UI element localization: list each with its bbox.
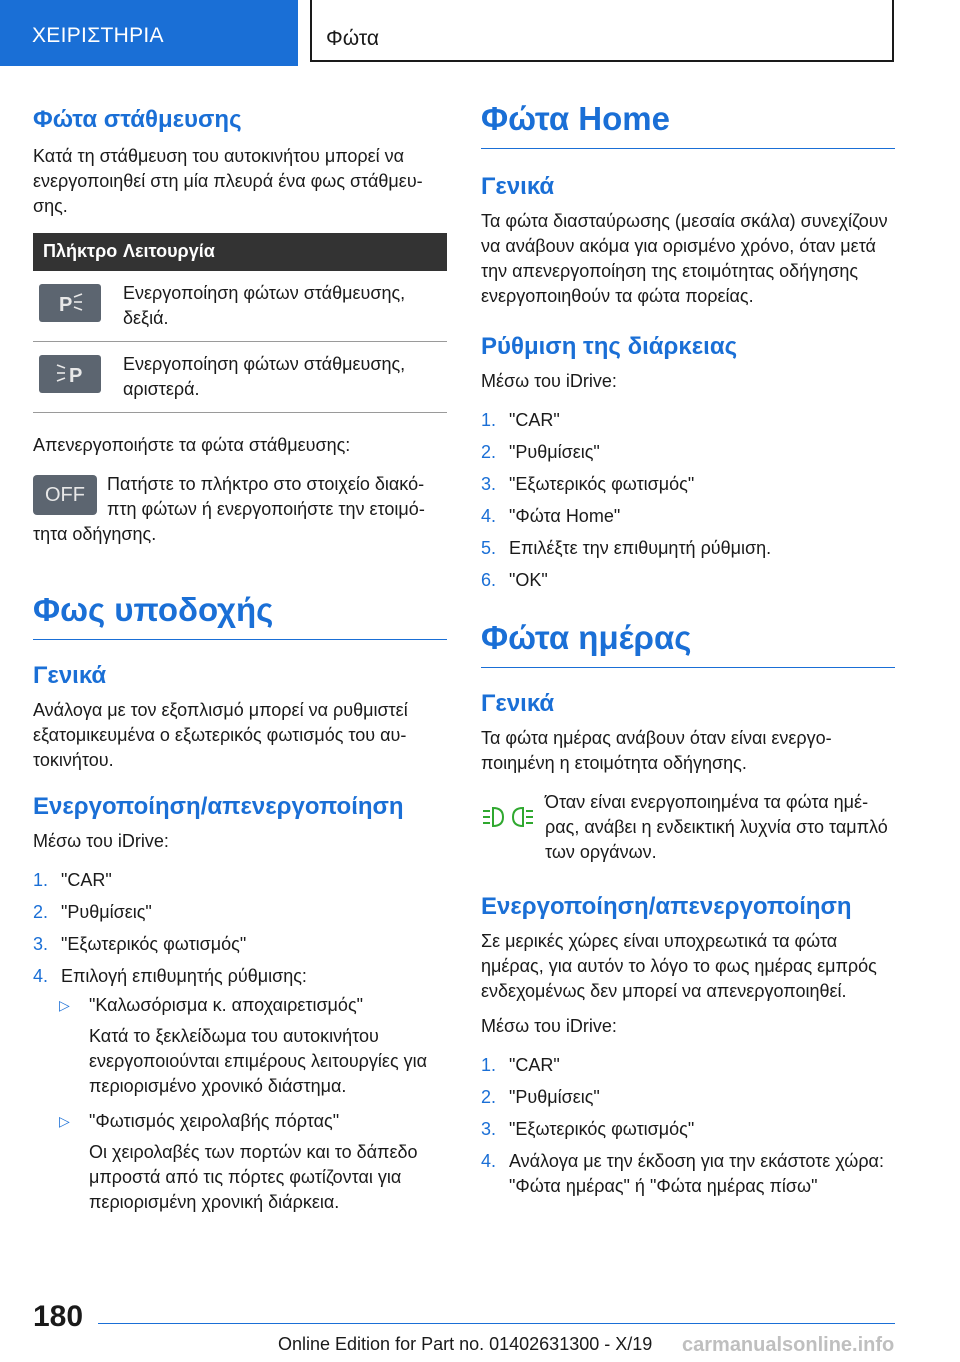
- list-item: 2. "Ρυθμίσεις": [481, 442, 600, 462]
- list-item: 4. Επιλογή επιθυμητής ρύθμισης: ▷ "Καλωσόρισμα κ. αποχαιρετισμός" Κατά το ξεκλείδωμα του αυτοκινήτου ενεργοποιούνται επιμέρους λειτουργίες για περιορισμένο χρονικό διάστημα. ▷ "Φωτισμός χειρολαβής πόρτας" Οι χειρολαβές των πορτών και το δάπεδο μπροστά από τις πόρτες φωτίζονται για περιορισμένη χρονική διάρκεια.: [33, 964, 447, 1215]
- daytime-general-text: Τα φώτα ημέρας ανάβουν όταν είναι ενεργοποιημένη η ετοιμότητα οδήγησης.: [481, 728, 832, 773]
- home-general-title: Γενικά: [481, 173, 555, 200]
- daytime-via-idrive: Μέσω του iDrive:: [481, 1016, 617, 1036]
- daytime-lights-title: Φώτα ημέρας: [481, 619, 895, 668]
- list-item: 1. "CAR": [33, 870, 112, 890]
- option-description: Κατά το ξεκλείδωμα του αυτοκινήτου ενεργοποιούνται επιμέρους λειτουργίες για περιορισμένο χρονικό διάστημα.: [89, 1026, 428, 1096]
- table-row: [33, 342, 447, 413]
- parking-light-left-icon: [39, 355, 101, 393]
- indicator-note: [481, 790, 895, 865]
- list-item: 4. "Φώτα Home": [481, 506, 621, 526]
- welcome-via-idrive: Μέσω του iDrive:: [33, 831, 169, 851]
- list-item: 1. "CAR": [481, 1055, 560, 1075]
- welcome-options: [33, 993, 447, 1215]
- option-label: "Καλωσόρισμα κ. αποχαιρετισμός": [89, 995, 364, 1015]
- list-item: 4. Ανάλογα με την έκδοση για την εκάστοτε χώρα: "Φώτα ημέρας" ή "Φώτα ημέρας πίσω": [481, 1151, 884, 1196]
- footer-edition: Online Edition for Part no. 01402631300 - X/19: [278, 1334, 653, 1354]
- triangle-bullet-icon: ▷: [59, 1113, 70, 1129]
- daytime-activation-title: Ενεργοποίηση/απενεργοποίηση: [481, 893, 852, 920]
- triangle-bullet-icon: ▷: [59, 997, 70, 1013]
- table-header-function: Λειτουργία: [123, 241, 215, 261]
- home-general-text: Τα φώτα διασταύρωσης (μεσαία σκάλα) συνεχίζουν να ανάβουν ακόμα για ορισμένο χρόνο, όταν μετά την απενεργοποίηση της ετοιμότητας οδήγησης ενεργοποιηθούν τα φώτα πορείας.: [481, 211, 888, 306]
- list-item: 3. "Εξωτερικός φωτισμός": [481, 1119, 695, 1139]
- footer-divider: [98, 1323, 895, 1324]
- page-number: 180: [33, 1300, 84, 1333]
- list-item: 5. Επιλέξτε την επιθυμητή ρύθμιση.: [481, 538, 772, 558]
- table-header-key: Πλήκτρο: [43, 241, 118, 261]
- svg-text:P: P: [69, 365, 83, 387]
- home-steps: [481, 408, 895, 593]
- home-via-idrive: Μέσω του iDrive:: [481, 371, 617, 391]
- off-instruction-text: Πατήστε το πλήκτρο στο στοιχείο διακόπτη φώτων ή ενεργοποιήστε την ετοιμότητα οδήγησης.: [33, 474, 425, 544]
- chapter-title: Φώτα: [326, 27, 379, 50]
- option-description: Οι χειρολαβές των πορτών και το δάπεδο μπροστά από τις πόρτες φωτίζονται για περιορισμένη χρονική διάρκεια.: [89, 1142, 418, 1212]
- right-column: [481, 100, 895, 1206]
- parking-light-right-icon: [39, 284, 101, 322]
- option-item: [53, 1109, 447, 1215]
- list-item: 3. "Εξωτερικός φωτισμός": [481, 474, 695, 494]
- section-title: ΧΕΙΡΙΣΤΗΡΙΑ: [32, 24, 164, 47]
- welcome-general-title: Γενικά: [33, 662, 107, 689]
- home-lights-title: Φώτα Home: [481, 100, 895, 149]
- table-row-text: Ενεργοποίηση φώτων στάθμευσης, δεξιά.: [123, 283, 406, 328]
- left-column: [33, 100, 447, 1222]
- list-item: 6. "OK": [481, 570, 548, 590]
- section-tab: [0, 0, 298, 66]
- duration-title: Ρύθμιση της διάρκειας: [481, 333, 738, 360]
- off-button-icon: OFF: [33, 475, 97, 515]
- table-header: [33, 233, 447, 271]
- table-row: [33, 271, 447, 342]
- indicator-note-text: Όταν είναι ενεργοποιημένα τα φώτα ημέρας, ανάβει η ενδεικτική λυχνία στο ταμπλό των οργάνων.: [545, 792, 888, 862]
- welcome-steps: [33, 868, 447, 1215]
- list-item: 2. "Ρυθμίσεις": [33, 902, 152, 922]
- option-label: "Φωτισμός χειρολαβής πόρτας": [89, 1111, 340, 1131]
- parking-lights-intro: Κατά τη στάθμευση του αυτοκινήτου μπορεί να ενεργοποιηθεί στη μία πλευρά ένα φως στάθμευσης.: [33, 146, 423, 216]
- welcome-activation-title: Ενεργοποίηση/απενεργοποίηση: [33, 793, 404, 820]
- daytime-running-light-icon: [481, 804, 535, 835]
- off-instruction: [33, 472, 447, 547]
- list-item: 3. "Εξωτερικός φωτισμός": [33, 934, 247, 954]
- welcome-general-text: Ανάλογα με τον εξοπλισμό μπορεί να ρυθμιστεί εξατομικευμένα ο εξωτερικός φωτισμός του αυτοκινήτου.: [33, 700, 408, 770]
- option-item: [53, 993, 447, 1099]
- table-row-text: Ενεργοποίηση φώτων στάθμευσης, αριστερά.: [123, 354, 406, 399]
- parking-lights-table: [33, 233, 447, 413]
- daytime-steps: [481, 1053, 895, 1199]
- list-item: 2. "Ρυθμίσεις": [481, 1087, 600, 1107]
- deactivate-parking-text: Απενεργοποιήστε τα φώτα στάθμευσης:: [33, 435, 351, 455]
- daytime-general-title: Γενικά: [481, 690, 555, 717]
- watermark: carmanualsonline.info: [682, 1334, 895, 1356]
- parking-lights-title: Φώτα στάθμευσης: [33, 106, 242, 133]
- welcome-light-title: Φως υποδοχής: [33, 591, 447, 640]
- chapter-tab: [310, 0, 894, 62]
- list-item: 1. "CAR": [481, 410, 560, 430]
- daytime-activation-text: Σε μερικές χώρες είναι υποχρεωτικά τα φώτα ημέρας, για αυτόν το λόγο το φως ημέρας εμπρός ενδεχομένως δεν μπορεί να απενεργοποιηθεί.: [481, 931, 877, 1001]
- svg-text:P: P: [59, 294, 73, 316]
